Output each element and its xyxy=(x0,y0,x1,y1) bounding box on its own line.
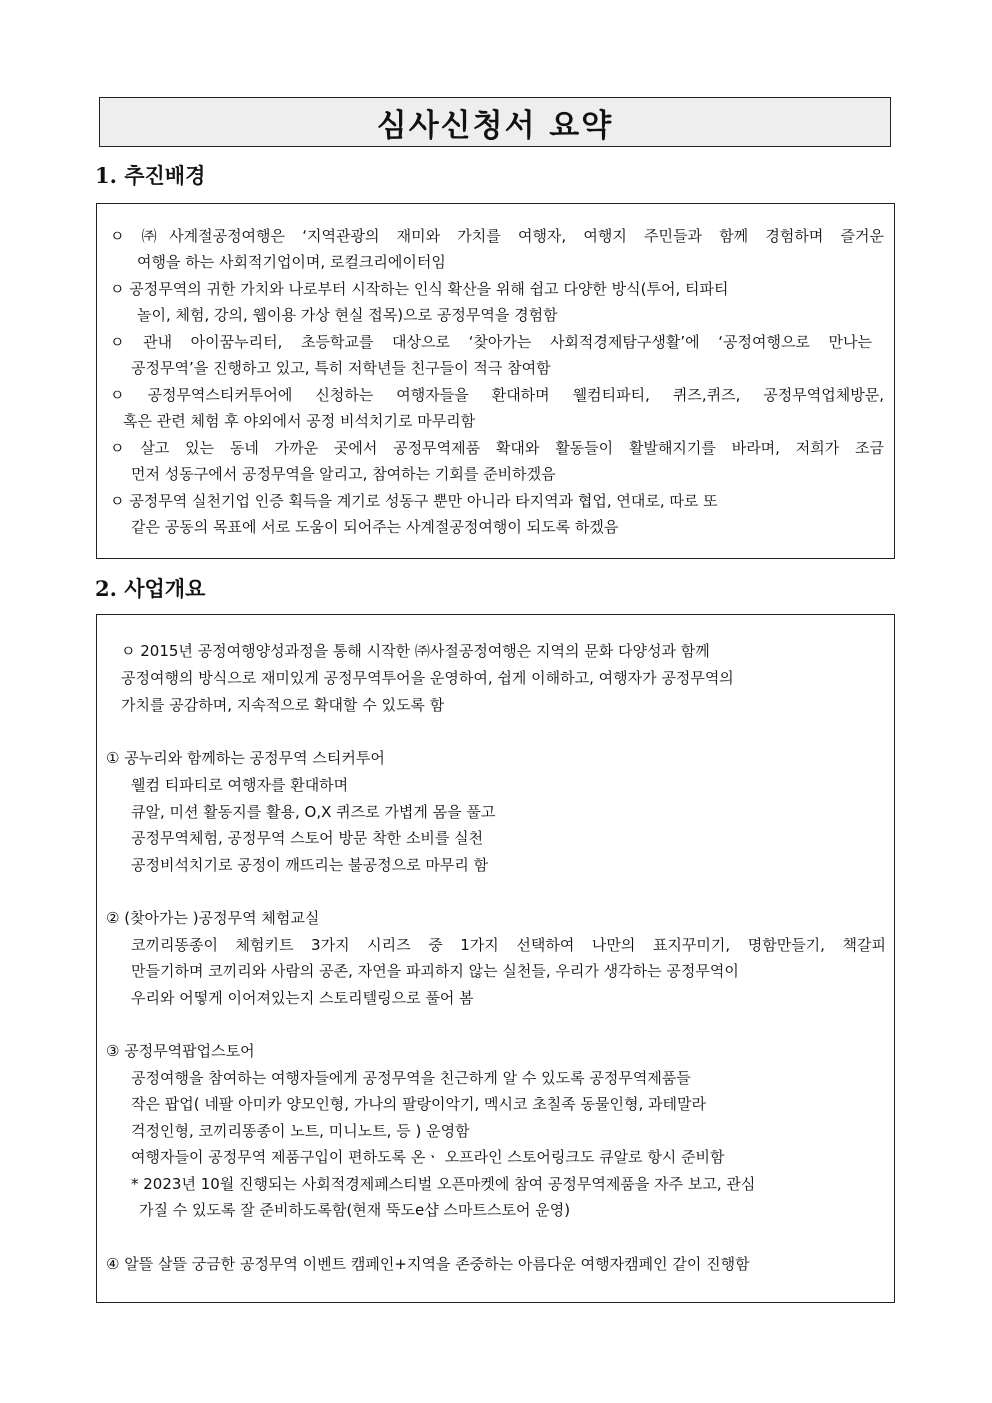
section2-line: ④ 알뜰 살뜰 궁금한 공정무역 이벤트 캠페인+지역을 존중하는 아름다운 여행자캠페인 같이 진행함 xyxy=(106,1255,750,1273)
section2-line: 공정여행의 방식으로 재미있게 공정무역투어을 운영하여, 쉽게 이해하고, 여행자가 공정무역의 xyxy=(121,669,734,687)
section2-line: * 2023년 10월 진행되는 사회적경제페스티벌 오픈마켓에 참여 공정무역제품을 자주 보고, 관심 xyxy=(131,1175,756,1193)
section1-line: ㅇ 공정무역 실천기업 인증 획득을 계기로 성동구 뿐만 아니라 타지역과 협업, 연대로, 따로 또 xyxy=(110,492,718,510)
section2-line: 큐알, 미션 활동지를 활용, O,X 퀴즈로 가볍게 몸을 풀고 xyxy=(131,803,496,821)
section1-box xyxy=(96,203,895,559)
section1-line: 놀이, 체험, 강의, 웹이용 가상 현실 접목)으로 공정무역을 경험함 xyxy=(137,306,558,324)
section1-line: ㅇ 공정무역스티커투어에 신청하는 여행자들을 환대하며 웰컴티파티, 퀴즈,퀴즈, 공정무역업체방문, xyxy=(110,386,884,404)
section2-box xyxy=(96,614,895,1303)
section1-line: 여행을 하는 사회적기업이며, 로컬크리에이터임 xyxy=(137,253,446,271)
document-title: 심사신청서 요약 xyxy=(376,107,614,144)
section2-line: 우리와 어떻게 이어져있는지 스토리텔링으로 풀어 봄 xyxy=(131,989,474,1007)
section2-line: 공정비석치기로 공정이 깨뜨리는 불공정으로 마무리 함 xyxy=(131,856,489,874)
section2-line: 만들기하며 코끼리와 사람의 공존, 자연을 파괴하지 않는 실천들, 우리가 생각하는 공정무역이 xyxy=(131,962,739,980)
section2-heading: 2. 사업개요 xyxy=(95,576,206,601)
section1-line: ㅇ ㈜사계절공정여행은 ‘지역관광의 재미와 가치를 여행자, 여행지 주민들과 함께 경험하며 즐거운 xyxy=(110,227,884,245)
section2-line: 작은 팝업( 네팔 아미카 양모인형, 가나의 팔랑이악기, 멕시코 초칠족 동물인형, 과테말라 xyxy=(131,1095,706,1113)
section2-line: 여행자들이 공정무역 제품구입이 편하도록 온ㆍ 오프라인 스토어링크도 큐알로 항시 준비함 xyxy=(131,1148,725,1166)
section1-line: 혹은 관련 체험 후 야외에서 공정 비석치기로 마무리함 xyxy=(123,412,476,430)
section1-line: ㅇ 공정무역의 귀한 가치와 나로부터 시작하는 인식 확산을 위해 쉽고 다양한 방식(투어, 티파티 xyxy=(110,280,729,298)
section1-line: 공정무역’을 진행하고 있고, 특히 저학년들 친구들이 적극 참여함 xyxy=(131,359,551,377)
section1-line: 먼저 성동구에서 공정무역을 알리고, 참여하는 기회를 준비하겠음 xyxy=(131,465,556,483)
section2-line: 걱정인형, 코끼리똥종이 노트, 미니노트, 등 ) 운영함 xyxy=(131,1122,470,1140)
section1-line: ㅇ 관내 아이꿈누리터, 초등학교를 대상으로 ‘찾아가는 사회적경제탐구생활’에 ‘공정여행으로 만나는 xyxy=(110,333,872,351)
section1-line: ㅇ 살고 있는 동네 가까운 곳에서 공정무역제품 확대와 활동들이 활발해지기를 바라며, 저희가 조금 xyxy=(110,439,884,457)
section2-line: ㅇ 2015년 공정여행양성과정을 통해 시작한 ㈜사절공정여행은 지역의 문화 다양성과 함께 xyxy=(121,642,710,660)
section1-heading: 1. 추진배경 xyxy=(95,163,206,188)
section2-line: 가치를 공감하며, 지속적으로 확대할 수 있도록 함 xyxy=(121,696,445,714)
section2-line: 코끼리똥종이 체험키트 3가지 시리즈 중 1가지 선택하여 나만의 표지꾸미기, 명함만들기, 책갈피 xyxy=(131,936,886,954)
section2-line: 가질 수 있도록 잘 준비하도록함(현재 뚝도e샵 스마트스토어 운영) xyxy=(139,1201,571,1219)
section2-line: ② (찾아가는 )공정무역 체험교실 xyxy=(106,909,320,927)
section2-line: 공정여행을 참여하는 여행자들에게 공정무역을 친근하게 알 수 있도록 공정무역제품들 xyxy=(131,1069,691,1087)
section2-line: ③ 공정무역팝업스토어 xyxy=(106,1042,255,1060)
section2-line: 웰컴 티파티로 여행자를 환대하며 xyxy=(131,776,349,794)
section2-line: ① 공누리와 함께하는 공정무역 스티커투어 xyxy=(106,749,385,767)
document-title-box xyxy=(99,97,891,147)
section2-line: 공정무역체험, 공정무역 스토어 방문 착한 소비를 실천 xyxy=(131,829,484,847)
section1-line: 같은 공동의 목표에 서로 도움이 되어주는 사계절공정여행이 되도록 하겠음 xyxy=(131,518,619,536)
